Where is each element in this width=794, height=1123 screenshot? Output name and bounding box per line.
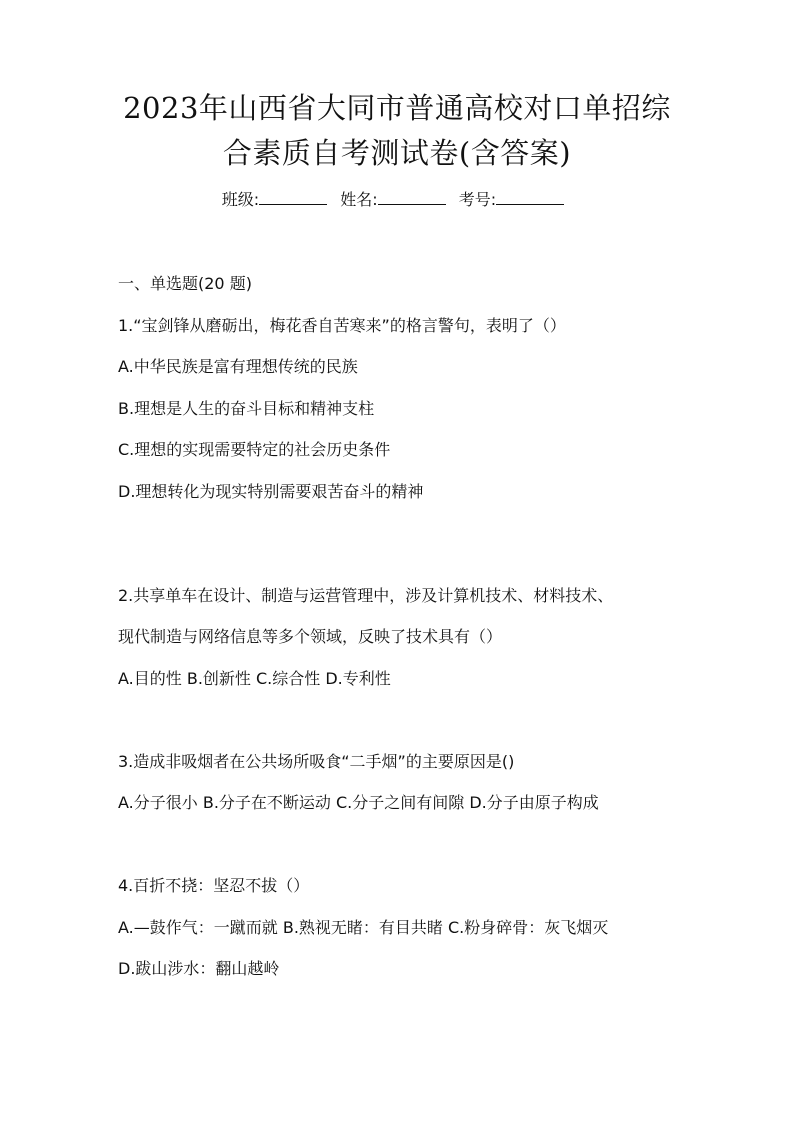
class-label: 班级: [221, 190, 260, 209]
question-3-options: A.分子很小 B.分子在不断运动 C.分子之间有间隙 D.分子由原子构成 [118, 793, 599, 812]
page-title-line-2: 合素质自考测试卷(含答案) [222, 136, 572, 170]
question-3-stem: 3.造成非吸烟者在公共场所吸食“二手烟”的主要原因是() [118, 752, 515, 771]
question-1-option-c: C.理想的实现需要特定的社会历史条件 [118, 440, 391, 459]
name-blank [378, 190, 446, 205]
question-1-option-d: D.理想转化为现实特别需要艰苦奋斗的精神 [118, 482, 424, 501]
question-4-options-line-1: A.—鼓作气：一蹴而就 B.熟视无睹：有目共睹 C.粉身碎骨：灰飞烟灭 [118, 918, 609, 937]
question-4-options-line-2: D.跋山涉水：翻山越岭 [118, 959, 280, 978]
exam-number-blank [496, 190, 564, 205]
question-1-stem: 1.“宝剑锋从磨砺出，梅花香自苦寒来”的格言警句，表明了（） [118, 316, 566, 335]
question-2-options: A.目的性 B.创新性 C.综合性 D.专利性 [118, 669, 391, 688]
question-1-option-b: B.理想是人生的奋斗目标和精神支柱 [118, 399, 375, 418]
question-2-stem-line-2: 现代制造与网络信息等多个领域，反映了技术具有（） [118, 627, 503, 646]
student-info-row [0, 187, 794, 210]
section-heading: 一、单选题(20 题) [118, 274, 252, 293]
question-4-stem: 4.百折不挠：坚忍不拔（） [118, 876, 310, 895]
page-title-line-1: 2023年山西省大同市普通高校对口单招综 [123, 91, 671, 125]
question-2-stem-line-1: 2.共享单车在设计、制造与运营管理中，涉及计算机技术、材料技术、 [118, 586, 614, 605]
exam-number-label: 考号: [458, 190, 497, 209]
question-1-option-a: A.中华民族是富有理想传统的民族 [118, 357, 358, 376]
class-blank [259, 190, 327, 205]
name-label: 姓名: [340, 190, 378, 209]
